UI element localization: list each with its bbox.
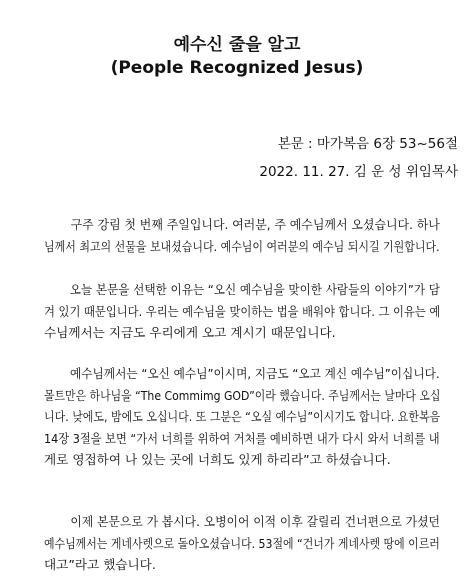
paragraph [44, 511, 440, 576]
paragraph-line: 겨 있기 때문입니다. 우리는 예수님을 맞이하는 법을 배워야 합니다. 그 이유는 예 [44, 303, 441, 319]
paragraph-line: 구주 강림 첫 번째 주일입니다. 여러분, 주 예수님께서 오셨습니다. 하나 [70, 217, 440, 232]
paragraph-line: 대고”라고 했습니다. [44, 557, 156, 572]
paragraph-line: 몰트만은 하나님을 “The Commimg GOD”이라 했습니다. 주님께서는 날마다 오십 [44, 387, 441, 403]
paragraph-line: 예수님께서는 게네사렛으로 돌아오셨습니다. 53절에 “건너가 게네사렛 땅에 이르러 [44, 535, 440, 551]
paragraph-line: 예수님께서는 “오신 예수님”이시며, 지금도 “오고 계신 예수님”이십니다. [69, 366, 440, 381]
paragraph-line: 게로 영접하여 나 있는 곳에 너희도 있게 하리라”고 하셨습니다. [44, 452, 391, 467]
paragraph-line: 님께서 최고의 선물을 보내셨습니다. 예수님이 여러분의 예수님 되시길 기원합니다. [44, 238, 440, 254]
paragraph-line: 14장 3절을 보면 “가서 너희를 위하여 거처를 예비하면 내가 다시 와서 너희를 내 [44, 430, 440, 446]
paragraph-line: 니다. 낮에도, 밤에도 오십니다. 또 그분은 “오실 예수님”이시기도 합니다. 요한복음 [44, 409, 441, 424]
scripture-reference: 본문 : 마가복음 6장 53~56절 [277, 136, 458, 152]
date-and-author: 2022. 11. 27. 김 운 성 위임목사 [259, 164, 458, 180]
sermon-subtitle: (People Recognized Jesus) [110, 58, 364, 78]
paragraph-line: 이제 본문으로 가 봅시다. 오병이어 이적 이후 갈릴리 건너편으로 가셨던 [70, 514, 441, 529]
paragraph-line: 오늘 본문을 선택한 이유는 “오신 예수님을 맞이한 사람들의 이야기”가 담 [69, 282, 440, 297]
paragraph-line: 수님께서는 지금도 우리에게 오고 계시기 때문입니다. [44, 325, 336, 340]
paragraph [44, 363, 440, 471]
sermon-title: 예수신 줄을 알고 [173, 35, 301, 55]
paragraph [44, 279, 440, 344]
paragraph [44, 214, 440, 257]
